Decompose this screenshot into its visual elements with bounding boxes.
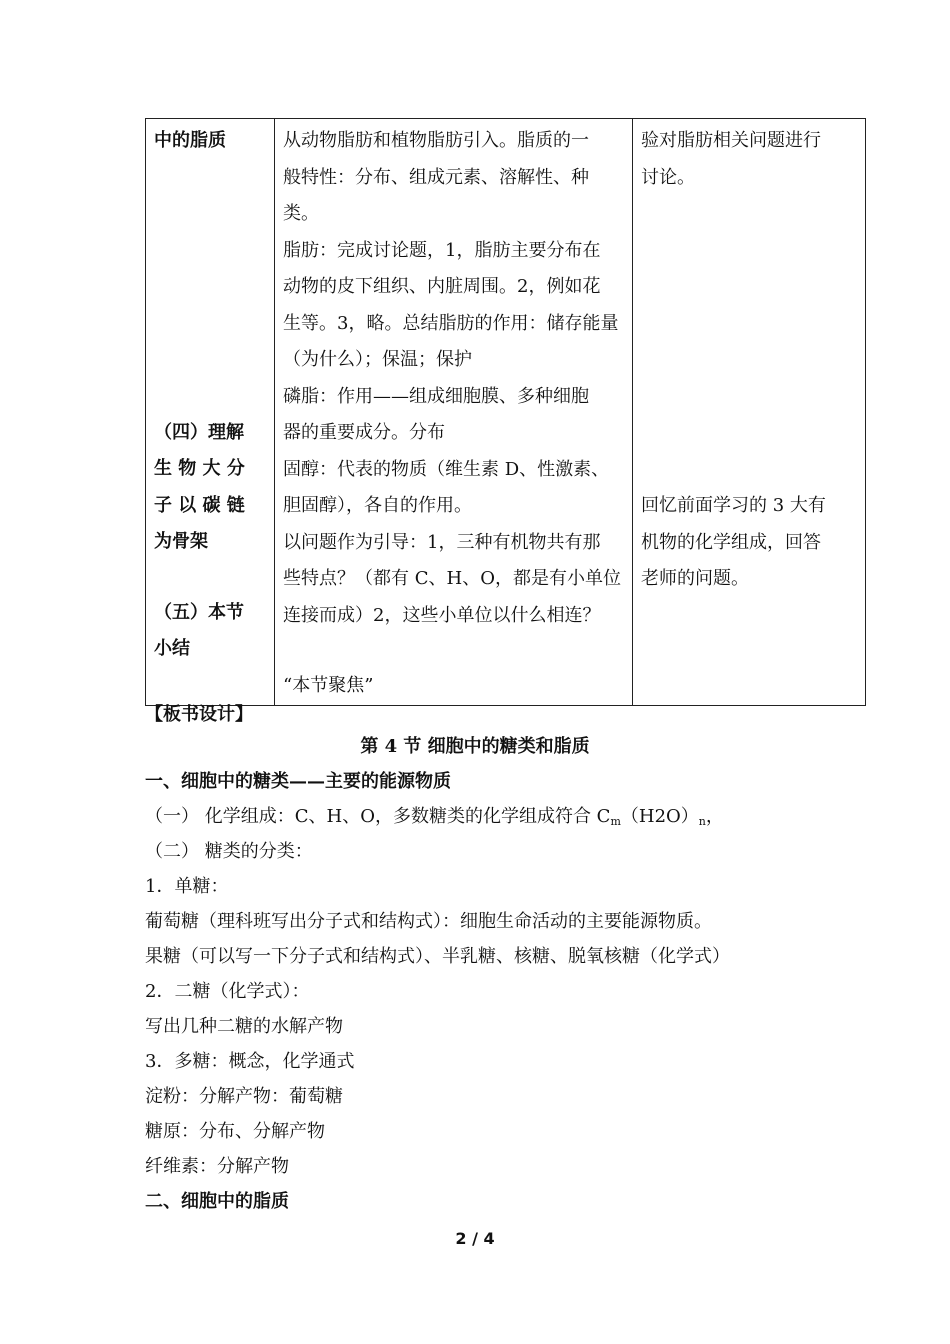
student-line: 老师的问题。 bbox=[641, 568, 749, 589]
section-title: 第 4 节 细胞中的糖类和脂质 bbox=[360, 736, 590, 757]
polysaccharide-heading: 3．多糖：概念，化学通式 bbox=[145, 1051, 355, 1072]
board-design-heading: 【板书设计】 bbox=[145, 704, 253, 725]
glycogen-line: 糖原：分布、分解产物 bbox=[145, 1121, 325, 1142]
page-number: 2 / 4 bbox=[455, 1229, 495, 1248]
teacher-line: 从动物脂肪和植物脂肪引入。脂质的一 bbox=[283, 130, 589, 151]
stage-four-line4: 为骨架 bbox=[154, 531, 208, 552]
teacher-line: 脂肪：完成讨论题，1，脂肪主要分布在 bbox=[283, 239, 601, 261]
table-row bbox=[146, 119, 866, 706]
student-line: 机物的化学组成，回答 bbox=[641, 531, 821, 553]
fructose-line: 果糖（可以写一下分子式和结构式）、半乳糖、核糖、脱氧核糖（化学式） bbox=[145, 946, 730, 967]
monosaccharide-heading: 1．单糖： bbox=[145, 876, 229, 897]
teacher-line: 动物的皮下组织、内脏周围。2，例如花 bbox=[283, 276, 601, 297]
student-line: 讨论。 bbox=[641, 166, 695, 188]
stage-four-line3: 子 以 碳 链 bbox=[154, 494, 245, 516]
disaccharide-heading: 2．二糖（化学式）： bbox=[145, 981, 310, 1002]
table-cell-student-activity bbox=[633, 119, 866, 706]
heading-sugars: 一、细胞中的糖类——主要的能源物质 bbox=[145, 771, 451, 792]
starch-line: 淀粉：分解产物：葡萄糖 bbox=[145, 1086, 343, 1107]
teacher-line: 磷脂：作用——组成细胞膜、多种细胞 bbox=[283, 385, 589, 407]
cellulose-line: 纤维素：分解产物 bbox=[145, 1156, 289, 1177]
table-cell-teacher-activity bbox=[275, 119, 633, 706]
classification-line: （二） 糖类的分类： bbox=[145, 841, 313, 862]
student-line: 验对脂肪相关问题进行 bbox=[641, 130, 821, 151]
glucose-line: 葡萄糖（理科班写出分子式和结构式）：细胞生命活动的主要能源物质。 bbox=[145, 911, 712, 932]
table-cell-stage bbox=[146, 119, 275, 706]
stage-four-line1: （四）理解 bbox=[154, 421, 244, 443]
teacher-line: “本节聚焦” bbox=[283, 675, 374, 696]
stage-five-line2: 小结 bbox=[154, 638, 190, 659]
teacher-line: （为什么）；保温；保护 bbox=[283, 349, 472, 370]
teacher-line: 器的重要成分。分布 bbox=[283, 422, 445, 443]
teacher-line: 固醇：代表的物质（维生素 D、性激素、 bbox=[283, 458, 610, 480]
chemical-composition-line: （一） 化学组成：C、H、O，多数糖类的化学组成符合 $C_m(H2O)_n$， bbox=[145, 806, 724, 828]
disaccharide-line: 写出几种二糖的水解产物 bbox=[145, 1016, 343, 1037]
teacher-line: 以问题作为引导：1，三种有机物共有那 bbox=[283, 531, 601, 553]
student-line: 回忆前面学习的 3 大有 bbox=[641, 495, 826, 516]
teacher-line: 般特性：分布、组成元素、溶解性、种类。 bbox=[283, 166, 589, 224]
teacher-line: 胆固醇），各自的作用。 bbox=[283, 495, 472, 516]
stage-five-line1: （五）本节 bbox=[154, 601, 244, 623]
teacher-line: 些特点？（都有 C、H、O，都是有小单位 bbox=[283, 568, 621, 589]
heading-lipids: 二、细胞中的脂质 bbox=[145, 1191, 289, 1212]
lesson-plan-table bbox=[145, 118, 866, 706]
teacher-line: 连接而成）2，这些小单位以什么相连？ bbox=[283, 604, 601, 626]
stage-lipid: 中的脂质 bbox=[154, 130, 226, 151]
teacher-line: 生等。3，略。总结脂肪的作用：储存能量 bbox=[283, 312, 619, 334]
stage-four-line2: 生 物 大 分 bbox=[154, 458, 245, 479]
